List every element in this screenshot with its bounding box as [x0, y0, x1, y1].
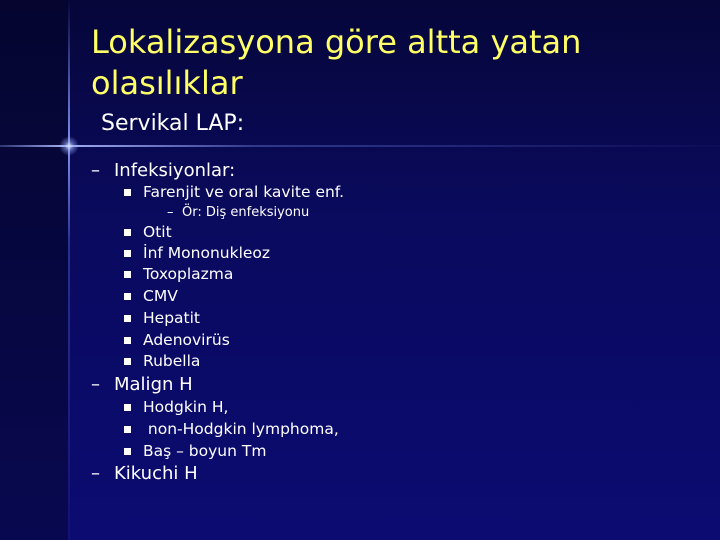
- square-bullet-icon: [124, 229, 131, 236]
- list-item-label: Hepatit: [143, 309, 200, 327]
- list-item-label: CMV: [143, 287, 178, 305]
- square-bullet-icon: [124, 358, 131, 365]
- section-label: Malign H: [114, 374, 193, 395]
- list-item: [124, 264, 233, 284]
- section-label: Infeksiyonlar:: [114, 160, 236, 181]
- list-item-label: Toxoplazma: [143, 265, 234, 283]
- square-bullet-icon: [124, 315, 131, 322]
- list-item: [124, 182, 344, 202]
- list-item: [124, 222, 172, 242]
- list-item-label: Adenovirüs: [143, 331, 230, 349]
- square-bullet-icon: [124, 271, 131, 278]
- square-bullet-icon: [124, 293, 131, 300]
- dash-marker: –: [167, 205, 174, 220]
- section-infeksiyonlar: [91, 160, 235, 182]
- list-item-label: Otit: [143, 223, 172, 241]
- section-malign: [91, 374, 193, 396]
- square-bullet-icon: [124, 250, 131, 257]
- section-label: Kikuchi H: [114, 463, 198, 484]
- square-bullet-icon: [124, 337, 131, 344]
- slide-title: Lokalizasyona göre altta yatan olasılıklar: [91, 23, 582, 102]
- horizontal-accent-line: [0, 145, 720, 147]
- dash-marker: –: [91, 463, 100, 484]
- section-kikuchi: [91, 463, 198, 485]
- list-item-label: Rubella: [143, 352, 201, 370]
- list-item-label: Farenjit ve oral kavite enf.: [143, 183, 345, 201]
- list-item-label: İnf Mononukleoz: [143, 244, 271, 262]
- list-item: [124, 243, 270, 263]
- list-item: [124, 419, 339, 439]
- sparkle-icon: [59, 136, 79, 156]
- list-item: [124, 441, 266, 461]
- list-subitem: [167, 205, 309, 221]
- list-item: [124, 351, 200, 371]
- square-bullet-icon: [124, 404, 131, 411]
- dash-marker: –: [91, 374, 100, 395]
- list-item-label: non-Hodgkin lymphoma,: [143, 420, 339, 438]
- dash-marker: –: [91, 160, 100, 181]
- list-subitem-label: Ör: Diş enfeksiyonu: [182, 205, 310, 220]
- left-decor-panel: [0, 0, 68, 540]
- slide-subtitle: Servikal LAP:: [101, 111, 245, 136]
- list-item-label: Baş – boyun Tm: [143, 442, 267, 460]
- square-bullet-icon: [124, 426, 131, 433]
- list-item: [124, 330, 230, 350]
- list-item-label: Hodgkin H,: [143, 398, 229, 416]
- list-item: [124, 308, 200, 328]
- list-item: [124, 286, 178, 306]
- square-bullet-icon: [124, 448, 131, 455]
- vertical-accent-line: [68, 0, 70, 540]
- list-item: [124, 397, 228, 417]
- square-bullet-icon: [124, 189, 131, 196]
